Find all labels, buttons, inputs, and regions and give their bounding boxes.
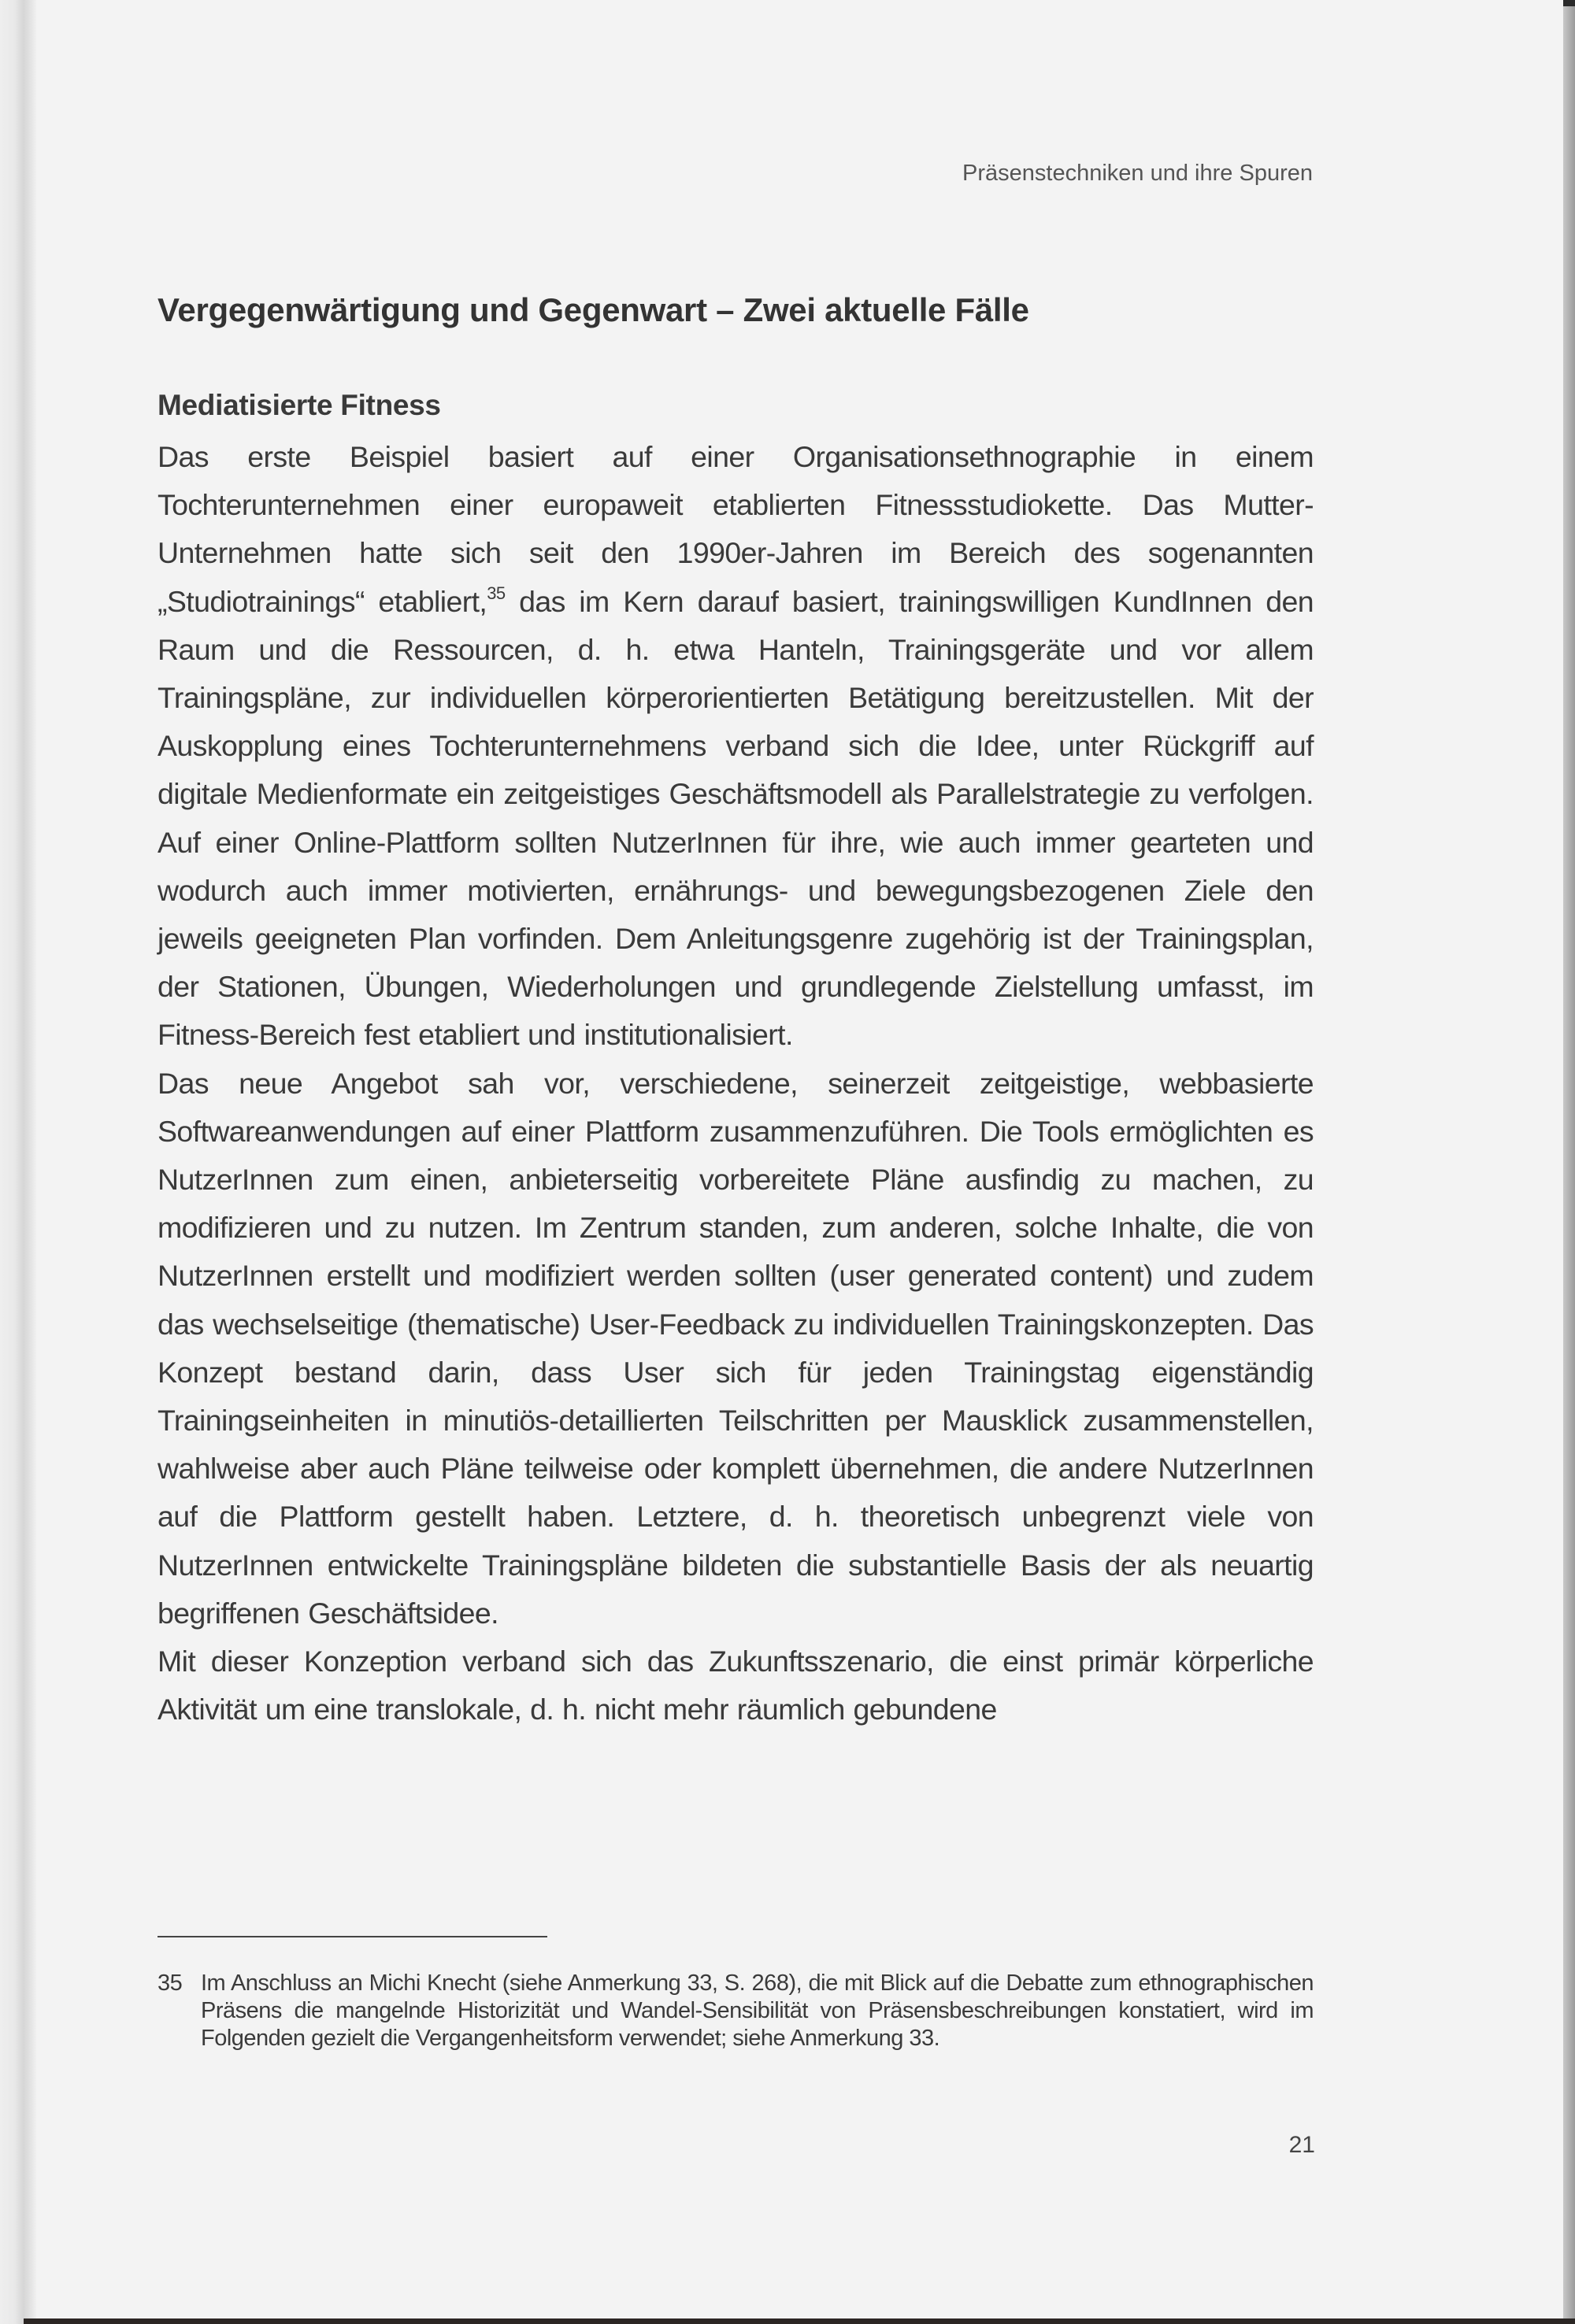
paragraph-text: Das erste Beispiel basiert auf einer Organisationsethnographie in einem Tochterunternehmen einer europaweit etablierten Fitnessstudiokette. Das Mutter-Unternehmen hatte sich seit den 1990er-Jahren im Bereich des sogenannten „Studiotrainings“ etabliert, bbox=[158, 440, 1314, 618]
footnote-divider bbox=[158, 1936, 547, 1937]
chapter-title: Vergegenwärtigung und Gegenwart – Zwei aktuelle Fälle bbox=[158, 291, 1029, 328]
paragraph-text: das im Kern darauf basiert, trainingswilligen KundInnen den Raum und die Ressourcen, d. h. etwa Hanteln, Trainingsgeräte und vor allem Trainingspläne, zur individuellen körperorientierten Betätigung bereitzustellen. Mit der Auskopplung eines Tochterunternehmens verband sich die Idee, unter Rückgriff auf digitale Medienformate ein zeitgeistiges Geschäftsmodell als Parallelstrategie zu verfolgen. Auf einer Online-Plattform sollten NutzerInnen für ihre, wie auch immer gearteten und wodurch auch immer motivierten, ernährungs- und bewegungsbezogenen Ziele den jeweils geeigneten Plan vorfinden. Dem Anleitungsgenre zugehörig ist der Trainingsplan, der Stationen, Übungen, Wiederholungen und grundlegende Zielstellung umfasst, im Fitness-Bereich fest etabliert und institutionalisiert. bbox=[158, 584, 1314, 1052]
page-bottom-edge bbox=[24, 2318, 1575, 2324]
running-head: Präsenstechniken und ihre Spuren bbox=[962, 161, 1313, 186]
footnote-number: 35 bbox=[158, 1971, 183, 1996]
page-number: 21 bbox=[1288, 2132, 1315, 2158]
section-title: Mediatisierte Fitness bbox=[158, 389, 441, 421]
footnote bbox=[158, 1970, 1314, 2052]
footnote-reference[interactable]: 35 bbox=[487, 583, 506, 603]
paragraph bbox=[158, 433, 1314, 1060]
body-text bbox=[158, 433, 1314, 1734]
paragraph: Das neue Angebot sah vor, verschiedene, seinerzeit zeitgeistige, webbasierte Softwareanwendungen auf einer Plattform zusammenzuführen. Die Tools ermöglichten es NutzerInnen zum einen, anbieterseitig vorbereitete Pläne ausfindig zu machen, zu modifizieren und zu nutzen. Im Zentrum standen, zum anderen, solche Inhalte, die von NutzerInnen erstellt und modifiziert werden sollten (user generated content) und zudem das wechselseitige (thematische) User-Feedback zu individuellen Trainingskonzepten. Das Konzept bestand darin, dass User sich für jeden Trainingstag eigenständig Trainingseinheiten in minutiös-detaillierten Teilschritten per Mausklick zusammenstellen, wahlweise aber auch Pläne teilweise oder komplett übernehmen, die andere NutzerInnen auf die Plattform gestellt haben. Letztere, d. h. theoretisch unbegrenzt viele von NutzerInnen entwickelte Trainingspläne bildeten die substantielle Basis der als neuartig begriffenen Geschäftsidee. bbox=[158, 1066, 1314, 1630]
page-right-edge bbox=[1563, 6, 1575, 2324]
paragraph: Mit dieser Konzeption verband sich das Zukunftsszenario, die einst primär körperliche Aktivität um eine translokale, d. h. nicht mehr räumlich gebundene bbox=[158, 1645, 1314, 1726]
binding-gutter bbox=[0, 0, 36, 2324]
footnote-text: Im Anschluss an Michi Knecht (siehe Anmerkung 33, S. 268), die mit Blick auf die Debatte zum ethnographischen Präsens die mangelnde Historizität und Wandel-Sensibilität von Präsensbeschreibungen konstatiert, wird im Folgenden gezielt die Vergangenheitsform verwendet; siehe Anmerkung 33. bbox=[201, 1971, 1314, 2051]
